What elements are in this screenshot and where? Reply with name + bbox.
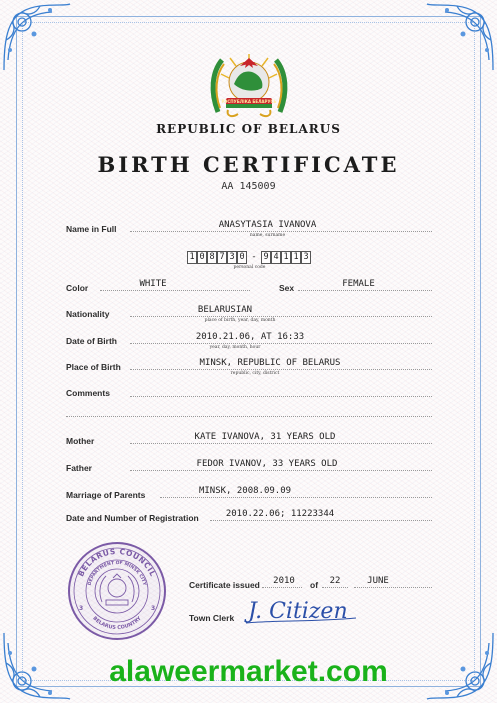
name-underline bbox=[130, 231, 432, 232]
code-digit: 3 bbox=[227, 251, 237, 264]
town-clerk-label: Town Clerk bbox=[189, 613, 235, 623]
marriage-value: MINSK, 2008.09.09 bbox=[198, 486, 292, 496]
clerk-signature bbox=[244, 592, 359, 628]
issued-month-underline bbox=[354, 587, 432, 588]
name-value: ANASYTASIA IVANOVA bbox=[218, 220, 317, 230]
date-of-birth-caption: year, day, month, hour bbox=[209, 345, 261, 350]
emblem-ribbon-text: РЭСПУБЛІКА БЕЛАРУСЬ bbox=[221, 99, 277, 104]
stamp-left-number: 3 bbox=[79, 605, 84, 612]
color-label: Color bbox=[66, 283, 89, 293]
registration-label: Date and Number of Registration bbox=[66, 513, 199, 523]
document-title: BIRTH CERTIFICATE bbox=[97, 152, 400, 177]
code-digit: 4 bbox=[271, 251, 281, 264]
nationality-value: BELARUSIAN bbox=[197, 305, 253, 315]
father-underline bbox=[130, 470, 432, 471]
date-of-birth-value: 2010.21.06, AT 16:33 bbox=[195, 332, 305, 342]
color-underline bbox=[100, 290, 250, 291]
sex-label: Sex bbox=[279, 283, 295, 293]
place-of-birth-underline bbox=[130, 369, 432, 370]
code-digit: 8 bbox=[207, 251, 217, 264]
ornament-corner-icon bbox=[0, 0, 74, 74]
father-value: FEDOR IVANOV, 33 YEARS OLD bbox=[196, 459, 338, 469]
code-digit: 3 bbox=[301, 251, 311, 264]
stamp-bottom-text: BELARUS COUNTRY bbox=[91, 615, 143, 632]
code-digit: 1 bbox=[291, 251, 301, 264]
issuing-country: REPUBLIC OF BELARUS bbox=[156, 122, 341, 136]
issued-year: 2010 bbox=[273, 576, 295, 586]
code-digit: 0 bbox=[197, 251, 207, 264]
mother-value: KATE IVANOVA, 31 YEARS OLD bbox=[194, 432, 336, 442]
registration-underline bbox=[210, 520, 432, 521]
nationality-caption: place of birth, year, day, month bbox=[204, 318, 276, 323]
date-of-birth-label: Date of Birth bbox=[66, 336, 117, 346]
issued-day-underline bbox=[322, 587, 348, 588]
sex-value: FEMALE bbox=[342, 279, 375, 289]
marriage-underline bbox=[160, 497, 432, 498]
sex-underline bbox=[298, 290, 432, 291]
name-label: Name in Full bbox=[66, 224, 117, 234]
issued-of-label: of bbox=[310, 580, 319, 590]
serial-number: AA 145009 bbox=[221, 181, 276, 192]
issued-month: JUNE bbox=[367, 576, 389, 586]
mother-underline bbox=[130, 443, 432, 444]
place-of-birth-caption: republic, city, district bbox=[230, 371, 280, 376]
personal-code bbox=[187, 251, 312, 264]
place-of-birth-value: MINSK, REPUBLIC OF BELARUS bbox=[199, 358, 341, 368]
state-emblem-icon bbox=[208, 52, 290, 122]
mother-label: Mother bbox=[66, 436, 95, 446]
color-value: WHITE bbox=[139, 279, 167, 289]
comments-underline-2 bbox=[66, 416, 432, 417]
nationality-label: Nationality bbox=[66, 309, 110, 319]
issued-label: Certificate issued bbox=[189, 580, 260, 590]
code-digit: 7 bbox=[217, 251, 227, 264]
comments-label: Comments bbox=[66, 388, 110, 398]
code-digit: 1 bbox=[281, 251, 291, 264]
ornament-corner-icon bbox=[423, 0, 497, 74]
registration-value: 2010.22.06; 11223344 bbox=[225, 509, 335, 519]
stamp-top-text: BELARUS COUNCIL bbox=[76, 546, 158, 579]
stamp-middle-text: DEPARTMENT OF MINSK CITY bbox=[87, 560, 147, 587]
personal-code-caption: personal code bbox=[233, 265, 266, 270]
watermark-text: alaweermarket.com bbox=[109, 655, 388, 688]
code-separator: - bbox=[251, 252, 257, 262]
issued-day: 22 bbox=[329, 576, 341, 586]
code-digit: 0 bbox=[237, 251, 247, 264]
comments-underline bbox=[130, 396, 432, 397]
date-of-birth-underline bbox=[130, 343, 432, 344]
signature-text: J. Citizen bbox=[248, 599, 348, 624]
place-of-birth-label: Place of Birth bbox=[66, 362, 121, 372]
code-digit: 1 bbox=[187, 251, 197, 264]
issued-year-underline bbox=[262, 587, 302, 588]
father-label: Father bbox=[66, 463, 92, 473]
code-digit: 9 bbox=[261, 251, 271, 264]
nationality-underline bbox=[130, 316, 432, 317]
stamp-right-number: 3 bbox=[151, 605, 156, 612]
official-stamp-icon bbox=[66, 540, 168, 642]
marriage-label: Marriage of Parents bbox=[66, 490, 146, 500]
name-caption: name, surname bbox=[249, 233, 286, 238]
